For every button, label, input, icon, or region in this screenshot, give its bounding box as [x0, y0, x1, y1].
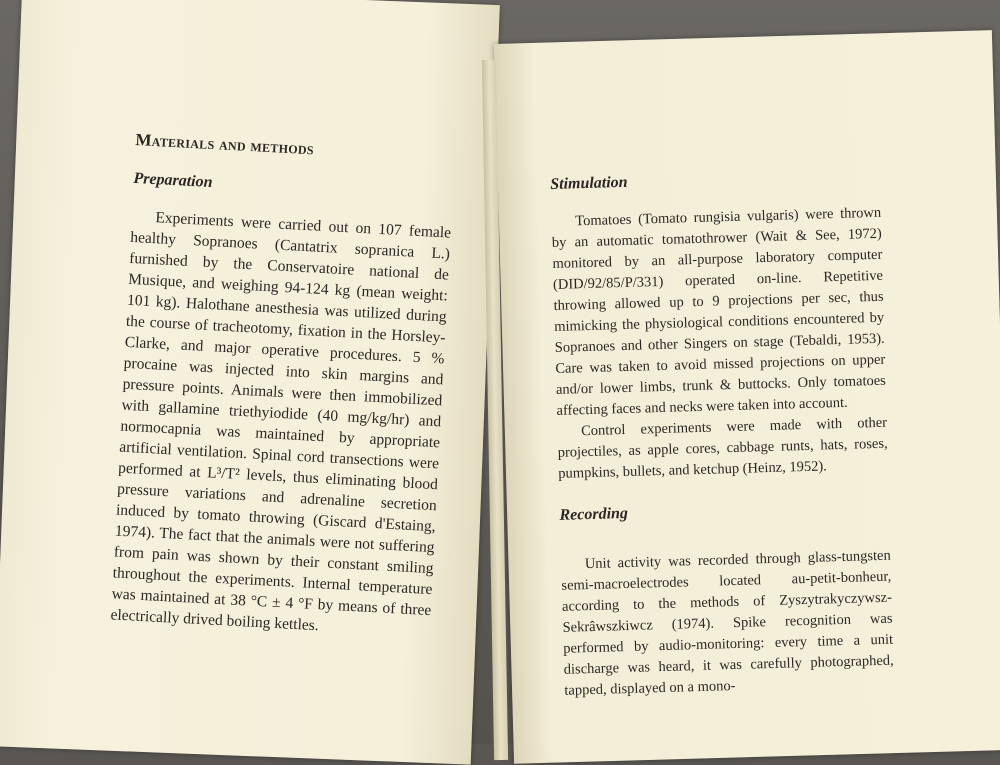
right-page-content: [550, 167, 895, 702]
control-paragraph: Control experiments were made with other projectiles, as apple cores, cabbage runts, hats, roses, pumpkins, bullets, and ketchup (Heinz, 1952).: [557, 414, 888, 482]
preparation-heading: Preparation: [133, 169, 213, 192]
recording-paragraph: Unit activity was recorded through glass-tungsten semi-macroelectrodes located au-petit-bonheur, according to the methods of Zyszytrakyczywsz-Sekrâwszkiwcz (1974). Spike recognition was performed by audio-monitoring: every time a unit discharge was heard, it was carefully photographed, tapped, displayed on a mono-: [561, 547, 894, 699]
left-page-content: [110, 130, 456, 642]
section-title: Materials and methods: [135, 130, 315, 159]
stimulation-heading: Stimulation: [550, 173, 628, 193]
preparation-paragraph: Experiments were carried out on 107 female healthy Sopranoes (Cantatrix sopranica L.) furnished by the Conservatoire national de Musique, and weighing 94-124 kg (mean weight: 101 kg). Halothane anesthesia was utilized during the course of tracheotomy, fixation in the Horsley-Clarke, and major operative procedures. 5 % procaine was injected into skin margins and pressure points. Animals were then immobilized with gallamine triethyiodide (40 mg/kg/hr) and normocapnia was maintained by appropriate artificial ventilation. Spinal cord transections were performed at L³/T² levels, thus eliminating blood pressure variations and adrenaline secretion induced by tomato throwing (Giscard d'Estaing, 1974). The fact that the animals were not suffering from pain was shown by their constant smiling throughout the experiments. Internal temperature was maintained at 38 °C ± 4 °F by means of three electrically drived boiling kettles.: [110, 209, 452, 635]
recording-heading: Recording: [559, 504, 629, 524]
stimulation-paragraph: Tomatoes (Tomato rungisia vulgaris) were thrown by an automatic tomatothrower (Wait & See, 1972) monitored by an all-purpose laboratory computer (DID/92/85/P/331) operated on-line. Repetitive throwing allowed up to 9 projections per sec, thus mimicking the physiological conditions encountered by Sopranoes and other Singers on stage (Tebaldi, 1953). Care was taken to avoid missed projections on upper and/or lower limbs, trunk & buttocks. Only tomatoes affecting faces and necks were taken into account.: [551, 204, 887, 419]
